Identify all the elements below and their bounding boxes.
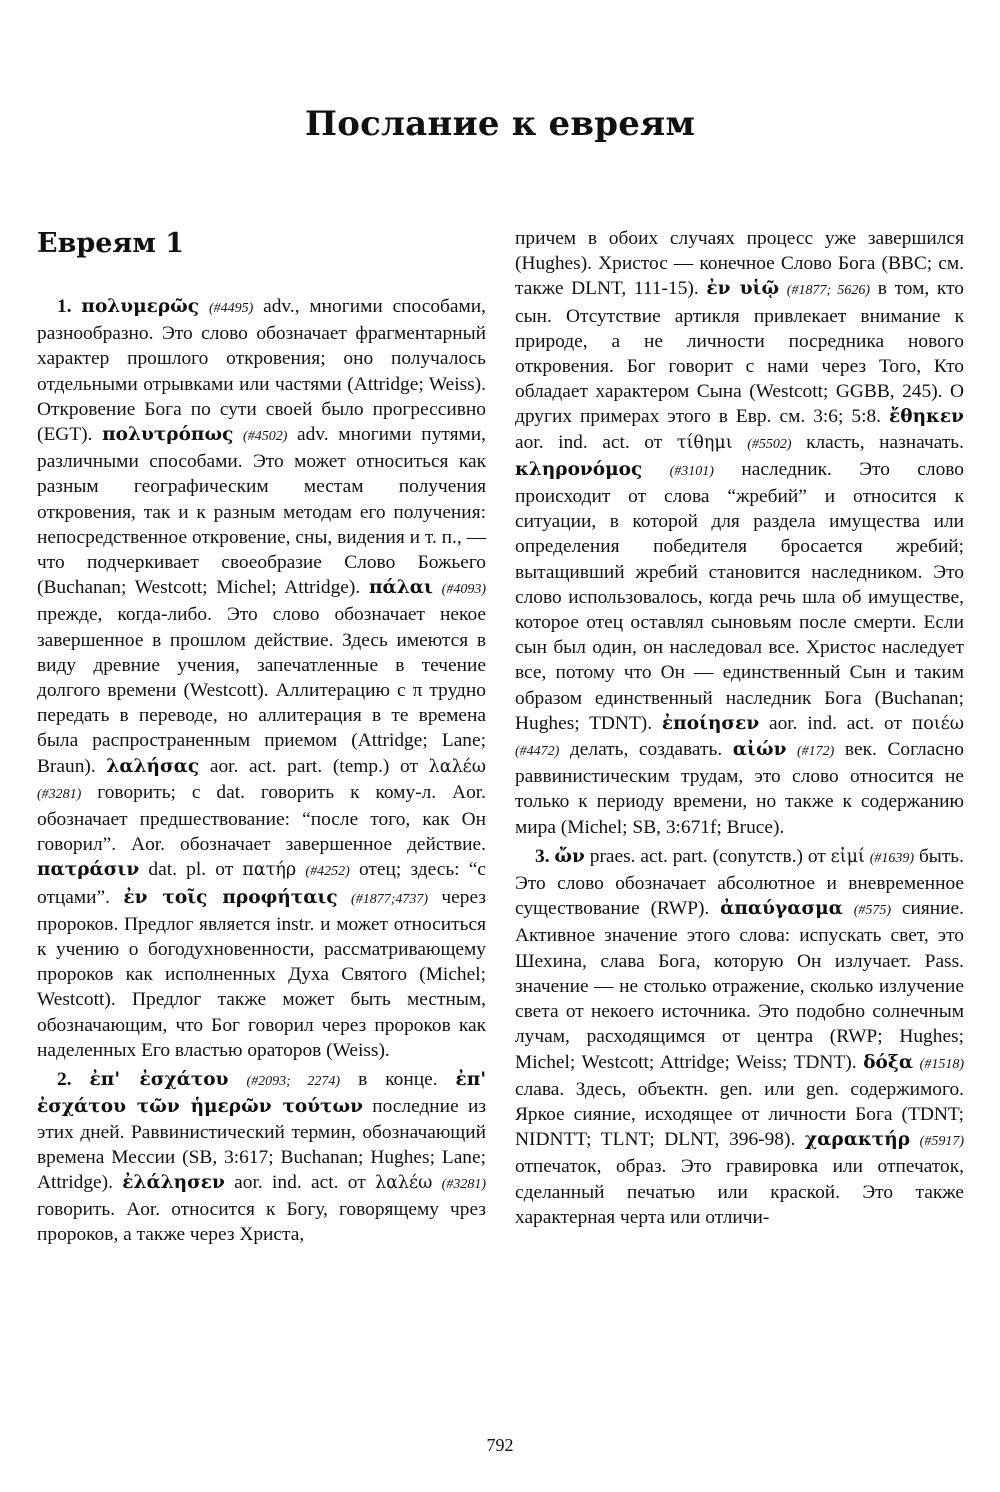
strong-ref: (#5502)	[747, 436, 792, 452]
gloss-text: причем в обоих случаях процесс уже завершился (Hughes). Христос — конечное Слово Бога (BBC; см. также DLNT, 111-15).	[515, 228, 964, 300]
right-column	[515, 226, 964, 1230]
greek-term: πολυμερῶς	[81, 296, 200, 317]
strong-ref: (#4252)	[305, 864, 350, 880]
gloss-text: говорить; с dat. говорить к кому-л. Aor. обозначает предшествование: “после того, как Он говорил”. Aor. обозначает завершенное действие.	[37, 781, 486, 856]
gloss-text: aor. ind. act. от	[759, 712, 912, 734]
verse-number: 2.	[57, 1069, 90, 1091]
greek-term: ὤν	[554, 845, 585, 867]
strong-ref: (#4472)	[515, 744, 560, 760]
verse-number: 1.	[57, 296, 82, 317]
greek-term: χαρακτήρ	[804, 1129, 910, 1151]
gloss-text: говорить. Aor. относится к Богу, говорящему чрез пророков, а также через Христа,	[37, 1199, 486, 1246]
greek-term: ἐπ' ἐσχάτου τῶν ἡμερῶν τούτων	[37, 1069, 486, 1118]
paragraph-verse-1	[37, 294, 486, 1063]
greek-lemma: ποιέω	[911, 713, 964, 734]
page-title: Послание к евреям	[304, 104, 696, 144]
greek-lemma: τίθημι	[676, 432, 733, 453]
gloss-text: сияние. Активное значение этого слова: испускать свет, это Шехина, слава Бога, которую Он излучает. Pass. значение — не столько отражение, сколько излучение света от некоего источника. Это подобно солнечным лучам, расходящимся от центра (RWP; Hughes; Michel; Westcott; Attridge; Weiss; TDNT).	[515, 898, 964, 1073]
strong-ref: (#1877;4737)	[351, 891, 429, 907]
greek-term: ἐπ' ἐσχάτου	[89, 1069, 229, 1091]
greek-term: ἐποίησεν	[661, 712, 760, 734]
gloss-text: класть, назначать.	[791, 431, 964, 453]
gloss-text: dat. pl. от	[139, 859, 243, 881]
strong-ref: (#4093)	[441, 582, 486, 598]
greek-lemma: εἰμί	[830, 846, 865, 867]
gloss-text: последние из этих дней. Раввинистический термин, обозначающий времена Мессии (SB, 3:617; Buchanan; Hughes; Lane; Attridge).	[37, 1096, 486, 1193]
greek-term: ἐν υἱῷ	[706, 278, 780, 300]
gloss-text: через пророков. Предлог является instr. и может относиться к учению о богодухновенности, рассматривающему пророков как исполненных Духа Святого (Michel; Westcott). Предлог также может быть местным, обозначающим, что Бог говорил через пророков как наделенных Его властью ораторов (Weiss).	[37, 886, 486, 1061]
greek-term: δόξα	[863, 1051, 914, 1073]
paragraph-verse-2-continued	[515, 226, 964, 840]
section-heading: Евреям 1	[37, 228, 184, 259]
paragraph-verse-3	[515, 844, 964, 1230]
greek-term: αἰών	[732, 739, 787, 761]
page-number: 792	[486, 1435, 514, 1455]
gloss-text: быть. Это слово обозначает абсолютное и вневременное существование (RWP).	[515, 845, 964, 920]
gloss-text: прежде, когда-либо. Это слово обозначает некое завершенное в прошлом действие. Здесь имеются в виду древние учения, запечатленные в течение долгого времени (Westcott). Аллитерацию с π трудно передать в переводе, но аллитерация в те времена была распространенным приемом (Attridge; Lane; Braun).	[37, 604, 486, 777]
strong-ref: (#3281)	[37, 786, 82, 802]
greek-term: ἐλάλησεν	[122, 1171, 225, 1193]
gloss-text: наследник. Это слово происходит от слова “жребий” и относится к ситуации, в которой для раздела имущества или определения победителя бросается жребий; вытащивший жребий становится наследником. Это слово использовалось, когда речь шла об имуществе, которое отец оставлял сыновьям после смерти. Если сын был один, он наследовал все. Христос наследует все, потому что Он — единственный Сын и таким образом единственный наследник Бога (Buchanan; Hughes; TDNT).	[515, 458, 964, 734]
gloss-text: aor. ind. act. от	[515, 431, 677, 453]
gloss-text: praes. act. part. (conyтств.) от	[584, 845, 831, 867]
gloss-text: aor. ind. act. от	[224, 1171, 375, 1193]
gloss-text: век. Согласно раввинистическим трудам, это слово относится не только к периоду времени, но также к содержанию мира (Michel; SB, 3:671f; Bruce).	[515, 739, 964, 838]
greek-term: ἔθηκεν	[889, 406, 964, 428]
greek-lemma: λαλέω	[428, 756, 486, 777]
greek-term: λαλήσας	[106, 755, 200, 777]
strong-ref: (#3101)	[669, 463, 714, 479]
greek-term: πάλαι	[368, 577, 433, 599]
gloss-text: отпечаток, образ. Это гравировка или отпечаток, сделанный печатью или краской. Это также характерная черта или отличи-	[515, 1156, 964, 1228]
gloss-text: слава. Здесь, объектн. gen. или gen. содержимого. Яркое сияние, исходящее от личности Бога (TDNT; NIDNTT; TLNT; DLNT, 396-98).	[515, 1078, 964, 1151]
strong-ref: (#3281)	[441, 1176, 486, 1192]
strong-ref: (#2093; 2274)	[246, 1074, 341, 1090]
left-column	[37, 224, 486, 1248]
greek-lemma: λαλέω	[375, 1172, 433, 1193]
greek-term: πολυτρόπως	[102, 424, 234, 446]
greek-term: ἀπαύγασμα	[720, 898, 843, 920]
paragraph-verse-2	[37, 1067, 486, 1247]
greek-term: πατράσιν	[37, 859, 140, 881]
greek-lemma: πατήρ	[242, 860, 297, 881]
strong-ref: (#4502)	[243, 429, 288, 445]
greek-term: ἐν τοῖς προφήταις	[123, 886, 338, 908]
gloss-text: в конце.	[340, 1069, 456, 1091]
strong-ref: (#1518)	[919, 1056, 964, 1072]
gloss-text: делать, создавать.	[559, 739, 733, 761]
strong-ref: (#4495)	[208, 301, 254, 316]
verse-number: 3.	[535, 845, 555, 867]
gloss-text: aor. act. part. (temp.) от	[199, 755, 429, 777]
strong-ref: (#172)	[797, 744, 835, 760]
strong-ref: (#575)	[853, 903, 892, 919]
gloss-text: отец; здесь: “с отцами”.	[37, 859, 486, 908]
gloss-text: adv. многими путями, различными способами. Это может относиться как разным географическим местам получения откровения, так и к разным методам его получения: непосредственное откровение, сны, видения и т. п., — что подчеркивает своеобразие Слово Божьего (Buchanan; Westcott; Michel; Attridge).	[37, 424, 486, 599]
gloss-text: adv., многими способами, разнообразно. Это слово обозначает фрагментарный характер прошлого откровения; оно получалось отдельными отрывками или частями (Attridge; Weiss). Откровение Бога по сути своей было прогрессивно (EGT).	[37, 296, 487, 446]
strong-ref: (#5917)	[919, 1134, 964, 1150]
strong-ref: (#1877; 5626)	[786, 283, 871, 299]
strong-ref: (#1639)	[869, 850, 915, 866]
greek-term: κληρονόμος	[515, 458, 643, 480]
gloss-text: в том, кто сын. Отсутствие артикля привлекает внимание к природе, а не личности посредника нового откровения. Бог говорит с нами через Того, Кто обладает характером Сына (Westcott; GGBB, 245). О других примерах этого в Евр. см. 3:6; 5:8.	[515, 278, 964, 428]
